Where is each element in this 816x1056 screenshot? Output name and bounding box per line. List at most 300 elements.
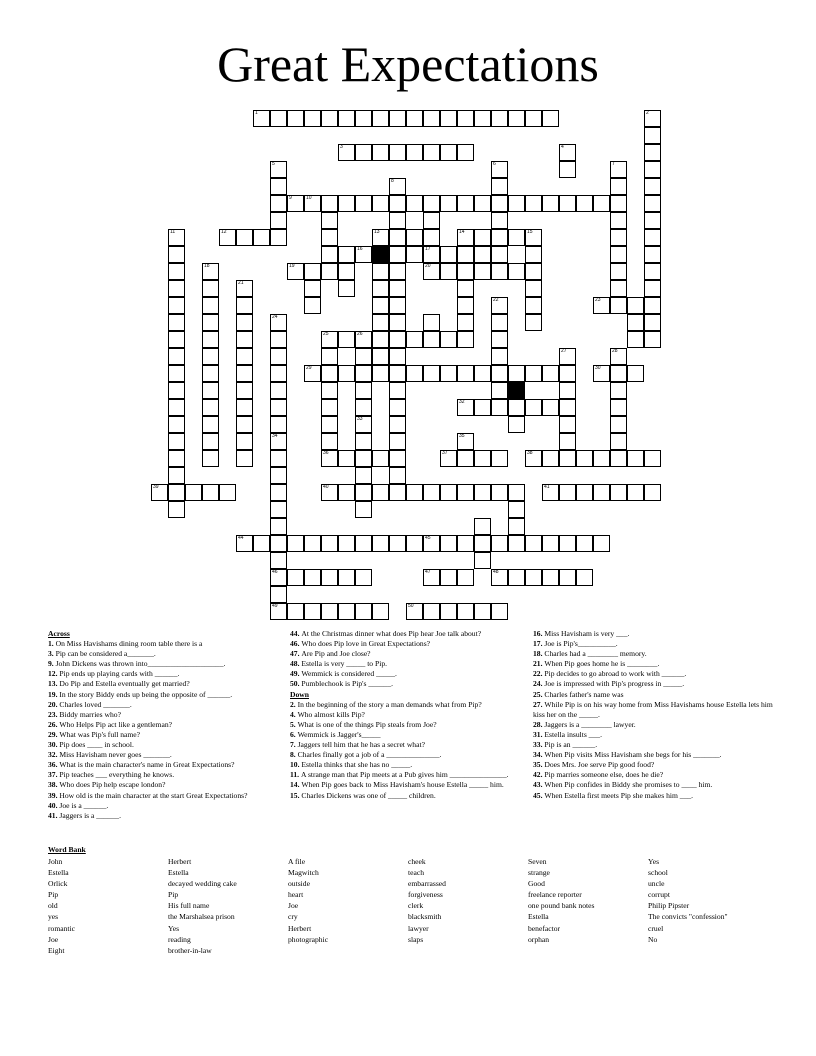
- grid-cell[interactable]: [627, 297, 644, 314]
- grid-cell[interactable]: [644, 229, 661, 246]
- grid-cell[interactable]: [168, 297, 185, 314]
- grid-cell[interactable]: [355, 484, 372, 501]
- grid-cell[interactable]: [236, 314, 253, 331]
- grid-cell[interactable]: [525, 110, 542, 127]
- grid-cell[interactable]: [236, 348, 253, 365]
- grid-cell[interactable]: [644, 195, 661, 212]
- grid-cell[interactable]: [372, 195, 389, 212]
- grid-cell[interactable]: [508, 416, 525, 433]
- grid-cell[interactable]: [389, 331, 406, 348]
- grid-cell[interactable]: [389, 348, 406, 365]
- grid-cell[interactable]: [321, 229, 338, 246]
- grid-cell[interactable]: [389, 416, 406, 433]
- grid-cell[interactable]: [542, 399, 559, 416]
- grid-cell[interactable]: [423, 314, 440, 331]
- grid-cell[interactable]: [644, 110, 661, 127]
- grid-cell[interactable]: [321, 569, 338, 586]
- grid-cell[interactable]: [389, 484, 406, 501]
- grid-cell[interactable]: [236, 399, 253, 416]
- grid-cell[interactable]: [389, 110, 406, 127]
- grid-cell[interactable]: [457, 331, 474, 348]
- grid-cell[interactable]: [423, 603, 440, 620]
- grid-cell[interactable]: [338, 535, 355, 552]
- grid-cell[interactable]: [525, 195, 542, 212]
- grid-cell[interactable]: [389, 195, 406, 212]
- grid-cell[interactable]: [270, 586, 287, 603]
- grid-cell[interactable]: [440, 569, 457, 586]
- grid-cell[interactable]: [168, 365, 185, 382]
- grid-cell[interactable]: [185, 484, 202, 501]
- grid-cell[interactable]: [593, 195, 610, 212]
- grid-cell[interactable]: [610, 365, 627, 382]
- grid-cell[interactable]: [474, 110, 491, 127]
- grid-cell[interactable]: [168, 467, 185, 484]
- grid-cell[interactable]: [491, 314, 508, 331]
- grid-cell[interactable]: [440, 246, 457, 263]
- grid-cell[interactable]: [508, 110, 525, 127]
- grid-cell[interactable]: [576, 450, 593, 467]
- grid-cell[interactable]: [457, 280, 474, 297]
- grid-cell[interactable]: [559, 144, 576, 161]
- grid-cell[interactable]: [474, 450, 491, 467]
- grid-cell[interactable]: [576, 569, 593, 586]
- grid-cell[interactable]: [168, 348, 185, 365]
- grid-cell[interactable]: [423, 229, 440, 246]
- grid-cell[interactable]: [406, 535, 423, 552]
- grid-cell[interactable]: [457, 246, 474, 263]
- grid-cell[interactable]: [168, 331, 185, 348]
- grid-cell[interactable]: [321, 110, 338, 127]
- grid-cell[interactable]: [474, 229, 491, 246]
- grid-cell[interactable]: [542, 484, 559, 501]
- grid-cell[interactable]: [559, 161, 576, 178]
- grid-cell[interactable]: [389, 535, 406, 552]
- grid-cell[interactable]: [457, 569, 474, 586]
- grid-cell[interactable]: [406, 110, 423, 127]
- grid-cell[interactable]: [491, 365, 508, 382]
- grid-cell[interactable]: [270, 331, 287, 348]
- grid-cell[interactable]: [423, 365, 440, 382]
- grid-cell[interactable]: [525, 365, 542, 382]
- grid-cell[interactable]: [525, 450, 542, 467]
- grid-cell[interactable]: [406, 195, 423, 212]
- grid-cell[interactable]: [168, 314, 185, 331]
- grid-cell[interactable]: [525, 569, 542, 586]
- grid-cell[interactable]: [457, 603, 474, 620]
- grid-cell[interactable]: [644, 246, 661, 263]
- grid-cell[interactable]: [406, 484, 423, 501]
- grid-cell[interactable]: [491, 297, 508, 314]
- grid-cell[interactable]: [559, 433, 576, 450]
- grid-cell[interactable]: [644, 280, 661, 297]
- grid-cell[interactable]: [338, 365, 355, 382]
- grid-cell[interactable]: [440, 365, 457, 382]
- grid-cell[interactable]: [559, 365, 576, 382]
- grid-cell[interactable]: [287, 569, 304, 586]
- grid-cell[interactable]: [559, 535, 576, 552]
- grid-cell[interactable]: [321, 246, 338, 263]
- grid-cell[interactable]: [270, 467, 287, 484]
- grid-cell[interactable]: [610, 348, 627, 365]
- grid-cell[interactable]: [270, 433, 287, 450]
- grid-cell[interactable]: [457, 433, 474, 450]
- grid-cell[interactable]: [355, 603, 372, 620]
- grid-cell[interactable]: [440, 535, 457, 552]
- grid-cell[interactable]: [287, 195, 304, 212]
- grid-cell[interactable]: [525, 399, 542, 416]
- grid-cell[interactable]: [474, 399, 491, 416]
- grid-cell[interactable]: [389, 178, 406, 195]
- grid-cell[interactable]: [542, 569, 559, 586]
- grid-cell[interactable]: [542, 365, 559, 382]
- grid-cell[interactable]: [627, 365, 644, 382]
- grid-cell[interactable]: [559, 382, 576, 399]
- grid-cell[interactable]: [457, 144, 474, 161]
- grid-cell[interactable]: [491, 382, 508, 399]
- grid-cell[interactable]: [270, 178, 287, 195]
- grid-cell[interactable]: [610, 178, 627, 195]
- grid-cell[interactable]: [457, 263, 474, 280]
- grid-cell[interactable]: [236, 280, 253, 297]
- grid-cell[interactable]: [372, 110, 389, 127]
- grid-cell[interactable]: [236, 229, 253, 246]
- grid-cell[interactable]: [406, 365, 423, 382]
- grid-cell[interactable]: [355, 501, 372, 518]
- grid-cell[interactable]: [627, 484, 644, 501]
- grid-cell[interactable]: [491, 229, 508, 246]
- grid-cell[interactable]: [474, 246, 491, 263]
- grid-cell[interactable]: [508, 229, 525, 246]
- grid-cell[interactable]: [423, 212, 440, 229]
- grid-cell[interactable]: [474, 552, 491, 569]
- grid-cell[interactable]: [576, 535, 593, 552]
- grid-cell[interactable]: [270, 161, 287, 178]
- grid-cell[interactable]: [610, 280, 627, 297]
- grid-cell[interactable]: [389, 467, 406, 484]
- grid-cell[interactable]: [321, 399, 338, 416]
- grid-cell[interactable]: [644, 331, 661, 348]
- grid-cell[interactable]: [168, 246, 185, 263]
- grid-cell[interactable]: [406, 603, 423, 620]
- grid-cell[interactable]: [559, 484, 576, 501]
- grid-cell[interactable]: [338, 450, 355, 467]
- grid-cell[interactable]: [304, 280, 321, 297]
- grid-cell[interactable]: [525, 535, 542, 552]
- grid-cell[interactable]: [576, 484, 593, 501]
- grid-cell[interactable]: [593, 450, 610, 467]
- grid-cell[interactable]: [236, 535, 253, 552]
- grid-cell[interactable]: [304, 569, 321, 586]
- grid-cell[interactable]: [253, 110, 270, 127]
- grid-cell[interactable]: [372, 450, 389, 467]
- grid-cell[interactable]: [457, 365, 474, 382]
- grid-cell[interactable]: [270, 110, 287, 127]
- grid-cell[interactable]: [423, 535, 440, 552]
- grid-cell[interactable]: [474, 195, 491, 212]
- grid-cell[interactable]: [355, 246, 372, 263]
- grid-cell[interactable]: [423, 144, 440, 161]
- grid-cell[interactable]: [321, 365, 338, 382]
- grid-cell[interactable]: [389, 365, 406, 382]
- grid-cell[interactable]: [457, 195, 474, 212]
- grid-cell[interactable]: [457, 297, 474, 314]
- grid-cell[interactable]: [474, 535, 491, 552]
- grid-cell[interactable]: [508, 484, 525, 501]
- grid-cell[interactable]: [593, 365, 610, 382]
- grid-cell[interactable]: [372, 263, 389, 280]
- grid-cell[interactable]: [491, 161, 508, 178]
- grid-cell[interactable]: [202, 314, 219, 331]
- grid-cell[interactable]: [474, 263, 491, 280]
- grid-cell[interactable]: [168, 450, 185, 467]
- grid-cell[interactable]: [338, 280, 355, 297]
- grid-cell[interactable]: [474, 603, 491, 620]
- grid-cell[interactable]: [270, 501, 287, 518]
- grid-cell[interactable]: [389, 450, 406, 467]
- grid-cell[interactable]: [270, 212, 287, 229]
- grid-cell[interactable]: [491, 331, 508, 348]
- grid-cell[interactable]: [508, 365, 525, 382]
- grid-cell[interactable]: [321, 348, 338, 365]
- grid-cell[interactable]: [355, 450, 372, 467]
- grid-cell[interactable]: [440, 484, 457, 501]
- grid-cell[interactable]: [406, 229, 423, 246]
- grid-cell[interactable]: [270, 484, 287, 501]
- grid-cell[interactable]: [525, 246, 542, 263]
- grid-cell[interactable]: [389, 280, 406, 297]
- grid-cell[interactable]: [253, 535, 270, 552]
- grid-cell[interactable]: [644, 297, 661, 314]
- grid-cell[interactable]: [491, 399, 508, 416]
- grid-cell[interactable]: [491, 348, 508, 365]
- grid-cell[interactable]: [610, 399, 627, 416]
- grid-cell[interactable]: [593, 535, 610, 552]
- grid-cell[interactable]: [457, 314, 474, 331]
- grid-cell[interactable]: [644, 127, 661, 144]
- grid-cell[interactable]: [236, 297, 253, 314]
- grid-cell[interactable]: [321, 382, 338, 399]
- grid-cell[interactable]: [236, 433, 253, 450]
- grid-cell[interactable]: [423, 263, 440, 280]
- grid-cell[interactable]: [236, 450, 253, 467]
- grid-cell[interactable]: [474, 365, 491, 382]
- grid-cell[interactable]: [508, 518, 525, 535]
- grid-cell[interactable]: [202, 331, 219, 348]
- grid-cell[interactable]: [338, 331, 355, 348]
- grid-cell[interactable]: [338, 110, 355, 127]
- grid-cell[interactable]: [593, 484, 610, 501]
- grid-cell[interactable]: [610, 484, 627, 501]
- grid-cell[interactable]: [576, 195, 593, 212]
- grid-cell[interactable]: [406, 144, 423, 161]
- grid-cell[interactable]: [355, 195, 372, 212]
- grid-cell[interactable]: [525, 297, 542, 314]
- grid-cell[interactable]: [508, 535, 525, 552]
- grid-cell[interactable]: [321, 535, 338, 552]
- grid-cell[interactable]: [202, 263, 219, 280]
- grid-cell[interactable]: [372, 603, 389, 620]
- grid-cell[interactable]: [304, 195, 321, 212]
- grid-cell[interactable]: [372, 365, 389, 382]
- grid-cell[interactable]: [372, 314, 389, 331]
- grid-cell[interactable]: [491, 195, 508, 212]
- grid-cell[interactable]: [627, 314, 644, 331]
- grid-cell[interactable]: [644, 178, 661, 195]
- grid-cell[interactable]: [355, 416, 372, 433]
- grid-cell[interactable]: [168, 263, 185, 280]
- grid-cell[interactable]: [491, 178, 508, 195]
- grid-cell[interactable]: [457, 110, 474, 127]
- grid-cell[interactable]: [525, 314, 542, 331]
- grid-cell[interactable]: [457, 484, 474, 501]
- grid-cell[interactable]: [304, 263, 321, 280]
- grid-cell[interactable]: [270, 348, 287, 365]
- grid-cell[interactable]: [202, 416, 219, 433]
- grid-cell[interactable]: [491, 450, 508, 467]
- grid-cell[interactable]: [644, 212, 661, 229]
- grid-cell[interactable]: [355, 382, 372, 399]
- grid-cell[interactable]: [491, 246, 508, 263]
- grid-cell[interactable]: [321, 212, 338, 229]
- grid-cell[interactable]: [168, 501, 185, 518]
- grid-cell[interactable]: [321, 331, 338, 348]
- grid-cell[interactable]: [270, 569, 287, 586]
- grid-cell[interactable]: [270, 603, 287, 620]
- grid-cell[interactable]: [168, 399, 185, 416]
- grid-cell[interactable]: [168, 416, 185, 433]
- grid-cell[interactable]: [321, 603, 338, 620]
- grid-cell[interactable]: [236, 382, 253, 399]
- grid-cell[interactable]: [321, 263, 338, 280]
- grid-cell[interactable]: [355, 535, 372, 552]
- grid-cell[interactable]: [389, 297, 406, 314]
- grid-cell[interactable]: [168, 280, 185, 297]
- grid-cell[interactable]: [321, 433, 338, 450]
- grid-cell[interactable]: [593, 297, 610, 314]
- grid-cell[interactable]: [270, 399, 287, 416]
- grid-cell[interactable]: [610, 195, 627, 212]
- grid-cell[interactable]: [559, 348, 576, 365]
- grid-cell[interactable]: [202, 365, 219, 382]
- grid-cell[interactable]: [168, 382, 185, 399]
- grid-cell[interactable]: [389, 433, 406, 450]
- grid-cell[interactable]: [270, 518, 287, 535]
- grid-cell[interactable]: [644, 161, 661, 178]
- grid-cell[interactable]: [151, 484, 168, 501]
- grid-cell[interactable]: [355, 331, 372, 348]
- grid-cell[interactable]: [389, 399, 406, 416]
- grid-cell[interactable]: [423, 195, 440, 212]
- grid-cell[interactable]: [355, 144, 372, 161]
- grid-cell[interactable]: [338, 246, 355, 263]
- grid-cell[interactable]: [457, 229, 474, 246]
- grid-cell[interactable]: [338, 484, 355, 501]
- grid-cell[interactable]: [508, 195, 525, 212]
- grid-cell[interactable]: [474, 484, 491, 501]
- grid-cell[interactable]: [355, 365, 372, 382]
- grid-cell[interactable]: [508, 501, 525, 518]
- grid-cell[interactable]: [542, 450, 559, 467]
- grid-cell[interactable]: [270, 535, 287, 552]
- grid-cell[interactable]: [389, 246, 406, 263]
- grid-cell[interactable]: [287, 110, 304, 127]
- grid-cell[interactable]: [559, 450, 576, 467]
- grid-cell[interactable]: [355, 399, 372, 416]
- grid-cell[interactable]: [253, 229, 270, 246]
- grid-cell[interactable]: [338, 569, 355, 586]
- grid-cell[interactable]: [423, 331, 440, 348]
- grid-cell[interactable]: [559, 416, 576, 433]
- grid-cell[interactable]: [491, 263, 508, 280]
- grid-cell[interactable]: [423, 110, 440, 127]
- grid-cell[interactable]: [287, 603, 304, 620]
- grid-cell[interactable]: [457, 450, 474, 467]
- grid-cell[interactable]: [440, 263, 457, 280]
- grid-cell[interactable]: [219, 229, 236, 246]
- grid-cell[interactable]: [542, 195, 559, 212]
- grid-cell[interactable]: [491, 603, 508, 620]
- grid-cell[interactable]: [236, 416, 253, 433]
- grid-cell[interactable]: [389, 382, 406, 399]
- grid-cell[interactable]: [474, 518, 491, 535]
- grid-cell[interactable]: [270, 229, 287, 246]
- grid-cell[interactable]: [321, 450, 338, 467]
- grid-cell[interactable]: [508, 399, 525, 416]
- grid-cell[interactable]: [542, 535, 559, 552]
- grid-cell[interactable]: [270, 450, 287, 467]
- grid-cell[interactable]: [389, 144, 406, 161]
- grid-cell[interactable]: [610, 297, 627, 314]
- grid-cell[interactable]: [355, 110, 372, 127]
- grid-cell[interactable]: [508, 263, 525, 280]
- grid-cell[interactable]: [287, 535, 304, 552]
- grid-cell[interactable]: [202, 450, 219, 467]
- grid-cell[interactable]: [355, 569, 372, 586]
- grid-cell[interactable]: [491, 535, 508, 552]
- grid-cell[interactable]: [559, 195, 576, 212]
- grid-cell[interactable]: [270, 552, 287, 569]
- grid-cell[interactable]: [202, 399, 219, 416]
- grid-cell[interactable]: [491, 484, 508, 501]
- grid-cell[interactable]: [389, 314, 406, 331]
- grid-cell[interactable]: [372, 348, 389, 365]
- grid-cell[interactable]: [202, 382, 219, 399]
- grid-cell[interactable]: [423, 569, 440, 586]
- grid-cell[interactable]: [644, 484, 661, 501]
- grid-cell[interactable]: [338, 603, 355, 620]
- grid-cell[interactable]: [168, 484, 185, 501]
- grid-cell[interactable]: [457, 399, 474, 416]
- grid-cell[interactable]: [372, 280, 389, 297]
- grid-cell[interactable]: [491, 212, 508, 229]
- grid-cell[interactable]: [355, 467, 372, 484]
- grid-cell[interactable]: [321, 416, 338, 433]
- grid-cell[interactable]: [270, 195, 287, 212]
- grid-cell[interactable]: [236, 365, 253, 382]
- grid-cell[interactable]: [627, 450, 644, 467]
- grid-cell[interactable]: [372, 229, 389, 246]
- grid-cell[interactable]: [389, 212, 406, 229]
- grid-cell[interactable]: [338, 195, 355, 212]
- grid-cell[interactable]: [491, 569, 508, 586]
- grid-cell[interactable]: [270, 416, 287, 433]
- grid-cell[interactable]: [644, 314, 661, 331]
- grid-cell[interactable]: [440, 603, 457, 620]
- grid-cell[interactable]: [304, 297, 321, 314]
- grid-cell[interactable]: [389, 263, 406, 280]
- grid-cell[interactable]: [559, 569, 576, 586]
- grid-cell[interactable]: [168, 229, 185, 246]
